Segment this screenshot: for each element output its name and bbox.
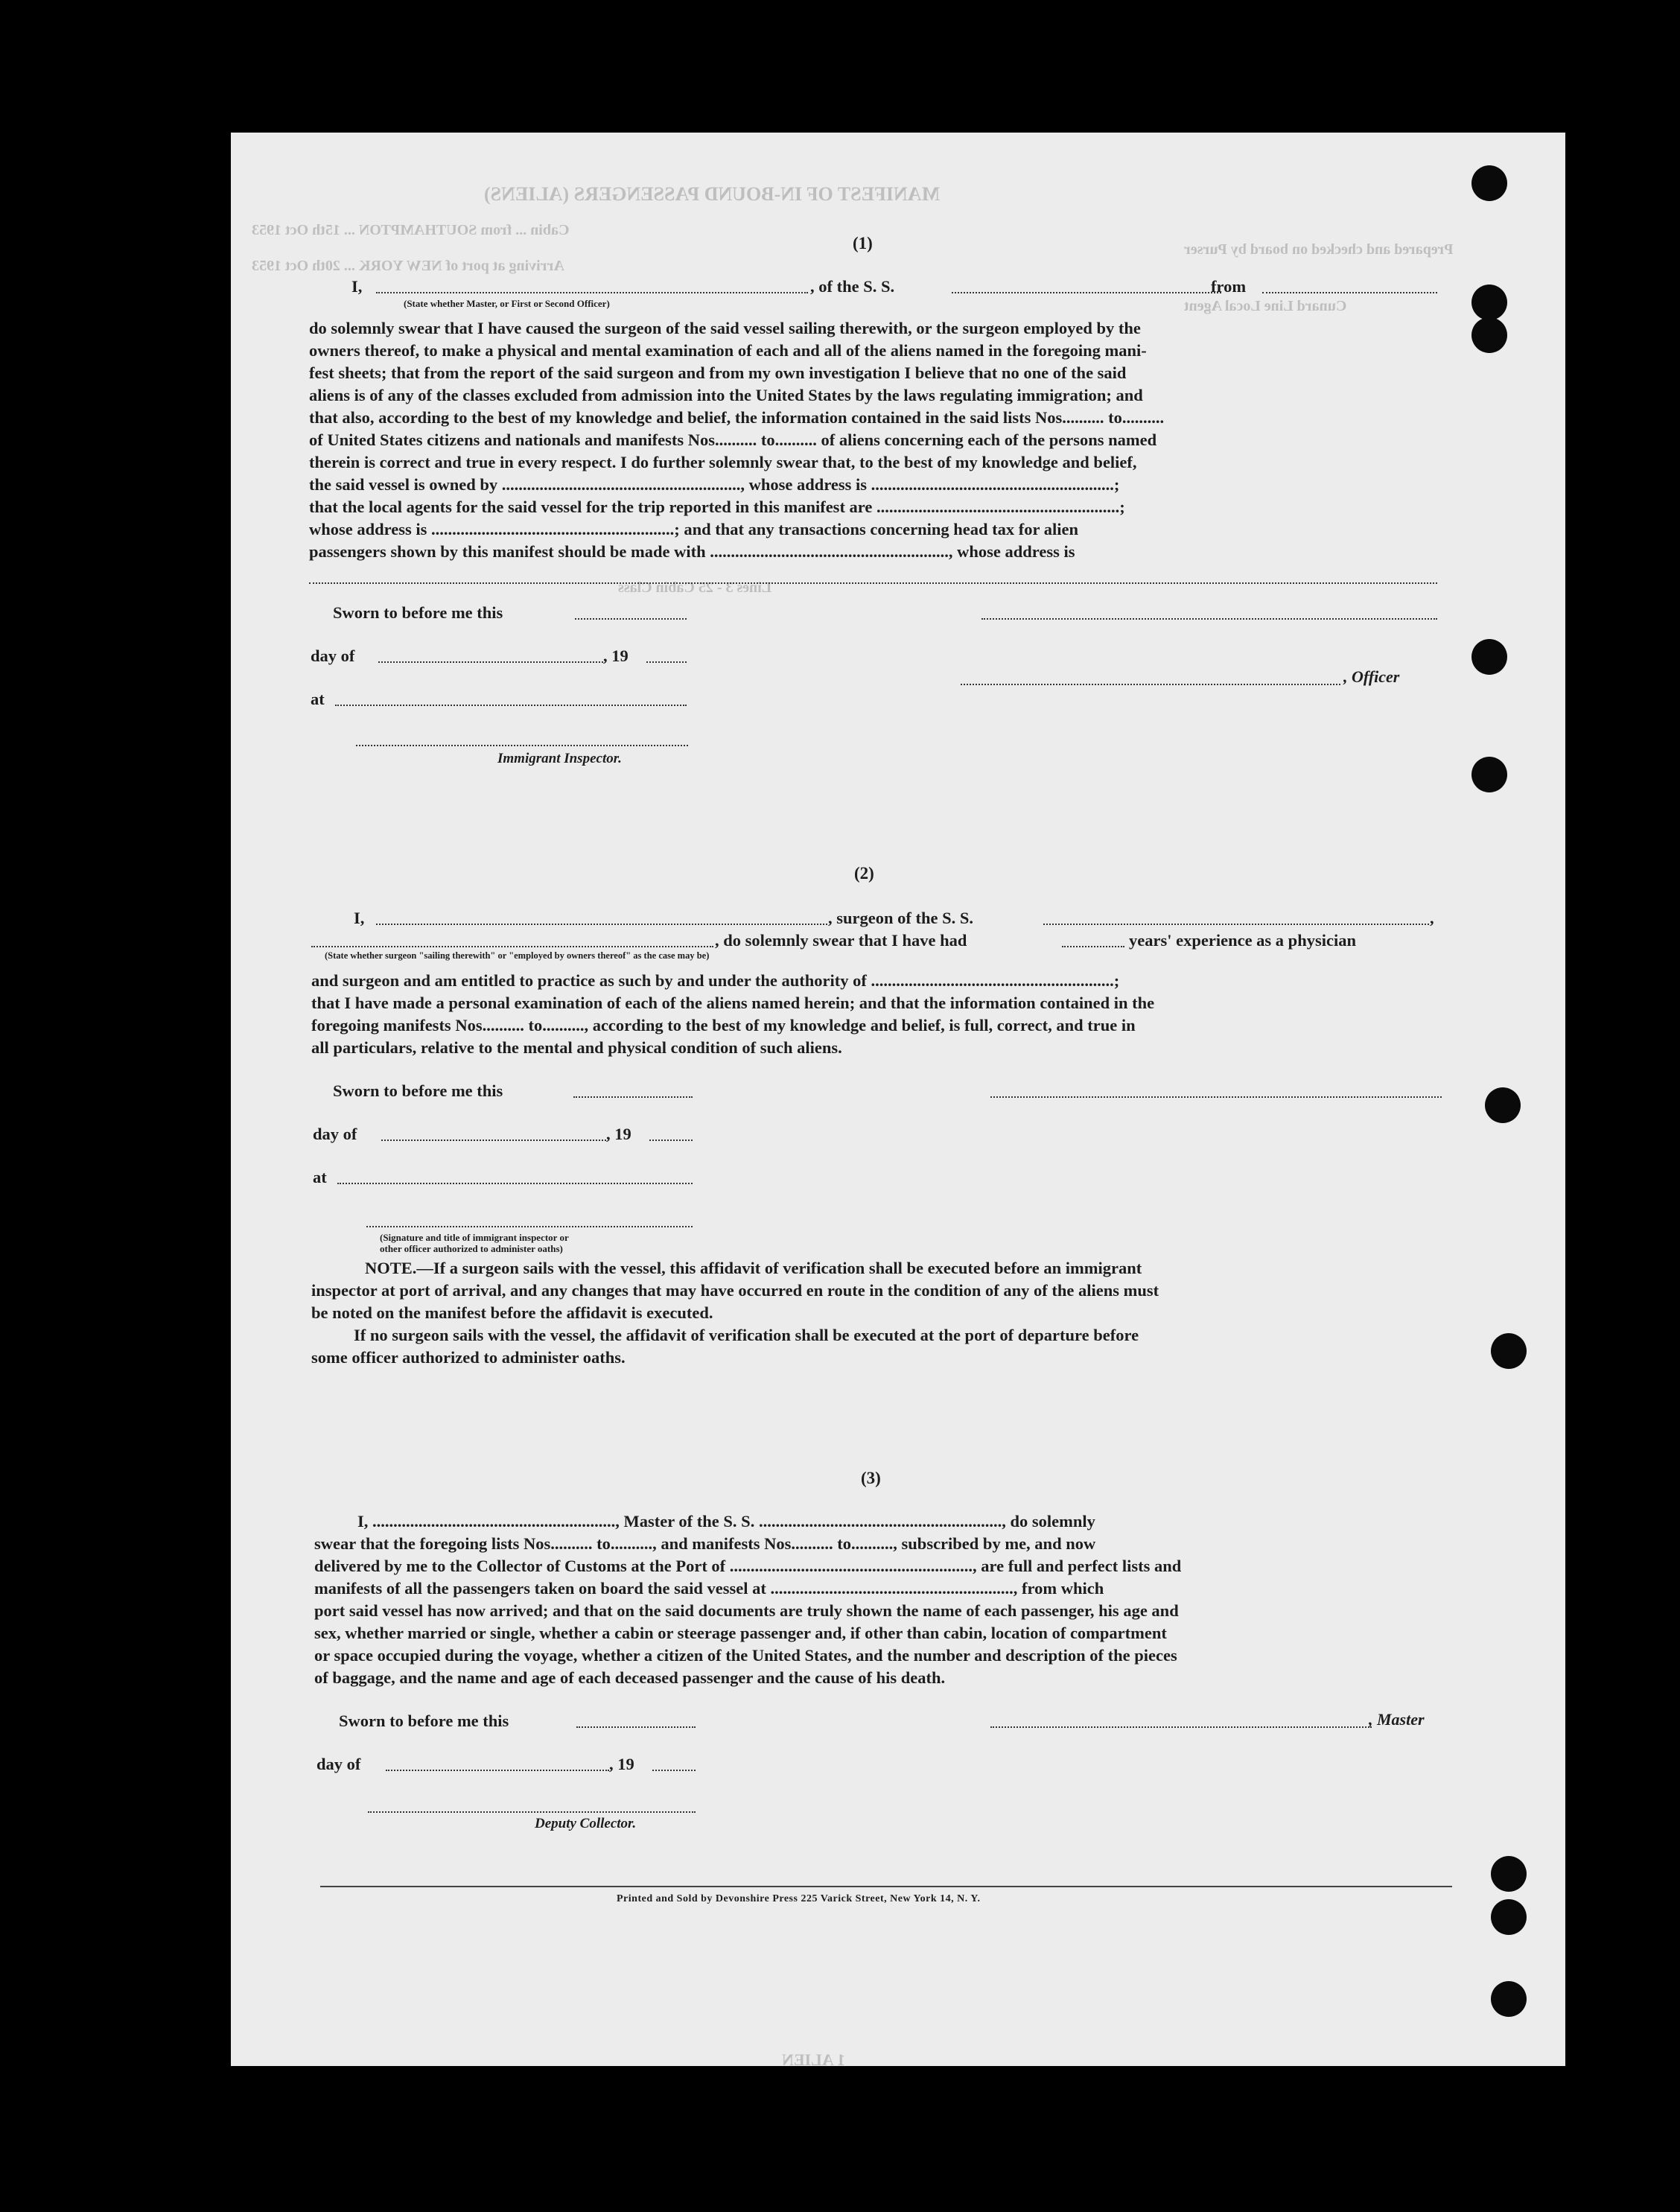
s2-day-blank[interactable] bbox=[381, 1140, 606, 1141]
s1-line: therein is correct and true in every respect. I do further solemnly swear that, to the best of my knowledge and belief, bbox=[309, 453, 1137, 471]
s1-address-continued-blank[interactable] bbox=[309, 582, 1437, 584]
binder-hole bbox=[1491, 1856, 1527, 1892]
s3-year-label: , 19 bbox=[609, 1755, 634, 1773]
binder-hole bbox=[1485, 1087, 1521, 1123]
s2-signature-caption: other officer authorized to administer oaths) bbox=[380, 1243, 563, 1254]
s1-sworn-label: Sworn to before me this bbox=[333, 603, 503, 622]
s2-note-line: be noted on the manifest before the affidavit is executed. bbox=[311, 1303, 713, 1322]
s2-surgeon-signature-line[interactable] bbox=[990, 1096, 1442, 1098]
s2-vessel-blank[interactable] bbox=[1043, 924, 1429, 925]
section-1-number: (1) bbox=[853, 234, 873, 252]
s1-officer-subcaption: (State whether Master, or First or Second Officer) bbox=[404, 298, 610, 309]
s2-years-experience: years' experience as a physician bbox=[1129, 931, 1356, 950]
s1-officer-signature-line[interactable] bbox=[981, 618, 1437, 620]
s2-year-blank[interactable] bbox=[649, 1140, 693, 1141]
s1-line: that also, according to the best of my knowledge and belief, the information contained in the said lists Nos.......... to.......... bbox=[309, 408, 1165, 427]
bleed-through-line: Cabin ... from SOUTHAMPTON ... 15th Oct 1953 bbox=[252, 222, 570, 238]
s1-line: that the local agents for the said vessel for the trip reported in this manifest are ..........................................................; bbox=[309, 498, 1125, 516]
section-3-number: (3) bbox=[861, 1469, 881, 1487]
s1-year-blank[interactable] bbox=[646, 661, 687, 663]
bleed-through-line: 1 ALIEN bbox=[782, 2050, 845, 2069]
s3-day-label: day of bbox=[316, 1755, 361, 1773]
binder-hole bbox=[1471, 757, 1507, 792]
binder-hole bbox=[1491, 1899, 1527, 1935]
s1-line: do solemnly swear that I have caused the surgeon of the said vessel sailing therewith, or the surgeon employed by the bbox=[309, 319, 1141, 337]
bleed-through-line: Prepared and checked on board by Purser bbox=[1184, 241, 1454, 258]
s3-master-caption: , Master bbox=[1369, 1710, 1425, 1729]
s2-note-line: some officer authorized to administer oaths. bbox=[311, 1348, 626, 1367]
s1-from-blank[interactable] bbox=[1262, 292, 1437, 293]
s2-opening-i: I, bbox=[354, 909, 365, 927]
s1-at-blank[interactable] bbox=[335, 705, 687, 706]
s3-line: manifests of all the passengers taken on board the said vessel at .........................................................., from which bbox=[314, 1579, 1104, 1598]
s1-opening-i: I, bbox=[351, 277, 363, 296]
s1-line: of United States citizens and nationals and manifests Nos.......... to.......... of aliens concerning each of the persons named bbox=[309, 430, 1157, 449]
binder-hole bbox=[1471, 285, 1507, 320]
s3-sworn-blank[interactable] bbox=[576, 1726, 696, 1728]
s1-year-label: , 19 bbox=[603, 646, 629, 665]
s3-line: delivered by me to the Collector of Customs at the Port of .........................................................., are full and perfect lists and bbox=[314, 1557, 1182, 1575]
s1-officer-caption: , Officer bbox=[1343, 667, 1400, 686]
s3-line: sex, whether married or single, whether a cabin or steerage passenger and, if other than cabin, location of compartment bbox=[314, 1624, 1167, 1642]
s1-at-label: at bbox=[311, 690, 325, 708]
s1-day-label: day of bbox=[311, 646, 355, 665]
printer-imprint: Printed and Sold by Devonshire Press 225 Varick Street, New York 14, N. Y. bbox=[617, 1893, 981, 1904]
binder-hole bbox=[1491, 1981, 1527, 2017]
s2-at-blank[interactable] bbox=[337, 1183, 693, 1184]
s2-note-line: NOTE.—If a surgeon sails with the vessel, this affidavit of verification shall be executed before an immigrant bbox=[365, 1259, 1142, 1277]
s3-line: port said vessel has now arrived; and that on the said documents are truly shown the name of each passenger, his age and bbox=[314, 1601, 1179, 1620]
s2-line: all particulars, relative to the mental and physical condition of such aliens. bbox=[311, 1038, 842, 1057]
s2-line: that I have made a personal examination of each of the aliens named herein; and that the information contained in the bbox=[311, 994, 1155, 1012]
s1-inspector-signature-line[interactable] bbox=[356, 745, 688, 746]
s2-sailing-subcaption: (State whether surgeon "sailing therewith" or "employed by owners thereof" as the case may be) bbox=[325, 950, 710, 961]
s2-at-label: at bbox=[313, 1168, 327, 1186]
s1-officer-name-blank[interactable] bbox=[376, 292, 808, 293]
s1-day-blank[interactable] bbox=[378, 661, 603, 663]
s2-years-blank[interactable] bbox=[1062, 946, 1124, 947]
s3-sworn-label: Sworn to before me this bbox=[339, 1712, 509, 1730]
s2-line: foregoing manifests Nos.......... to.........., according to the best of my knowledge and belief, is full, correct, and true in bbox=[311, 1016, 1136, 1035]
s1-line: passengers shown by this manifest should be made with ........................................................., whose address is bbox=[309, 542, 1075, 561]
s2-surgeon-name-blank[interactable] bbox=[376, 924, 827, 925]
s1-officer-blank[interactable] bbox=[961, 684, 1340, 685]
s2-sailing-status-blank[interactable] bbox=[311, 946, 713, 947]
s3-line: swear that the foregoing lists Nos.......... to.........., and manifests Nos.......... to.........., subscribed by me, and now bbox=[314, 1534, 1096, 1553]
s2-signature-caption: (Signature and title of immigrant inspector or bbox=[380, 1232, 569, 1243]
section-2-number: (2) bbox=[854, 864, 874, 883]
footer-rule bbox=[320, 1886, 1452, 1887]
s1-sworn-blank[interactable] bbox=[575, 618, 687, 620]
bleed-through-title: MANIFEST OF IN-BOUND PASSENGERS (ALIENS) bbox=[484, 183, 941, 205]
s3-deputy-signature-line[interactable] bbox=[368, 1811, 696, 1813]
bleed-through-line: Arriving at port of NEW YORK ... 20th Oct 1953 bbox=[252, 258, 564, 274]
s2-sworn-blank[interactable] bbox=[573, 1096, 693, 1098]
s2-note-line: inspector at port of arrival, and any changes that may have occurred en route in the condition of any of the aliens must bbox=[311, 1281, 1159, 1300]
s2-solemnly-swear: , do solemnly swear that I have had bbox=[715, 931, 967, 950]
s2-sworn-label: Sworn to before me this bbox=[333, 1081, 503, 1100]
s2-year-label: , 19 bbox=[606, 1125, 631, 1143]
s2-inspector-signature-line[interactable] bbox=[366, 1226, 693, 1227]
s1-line: owners thereof, to make a physical and mental examination of each and all of the aliens named in the foregoing mani- bbox=[309, 341, 1147, 360]
binder-hole bbox=[1491, 1333, 1527, 1369]
s1-line: fest sheets; that from the report of the said surgeon and from my own investigation I believe that no one of the said bbox=[309, 363, 1127, 382]
s2-line: and surgeon and am entitled to practice as such by and under the authority of ..........................................................; bbox=[311, 971, 1120, 990]
s3-deputy-caption: Deputy Collector. bbox=[535, 1816, 637, 1831]
s3-line: or space occupied during the voyage, whether a citizen of the United States, and the number and description of the pieces bbox=[314, 1646, 1177, 1665]
s3-line: of baggage, and the name and age of each deceased passenger and the cause of his death. bbox=[314, 1668, 946, 1687]
s1-line: the said vessel is owned by ........................................................., whose address is ..........................................................; bbox=[309, 475, 1120, 494]
s3-line: I, .........................................................., Master of the S. S. .........................................................., do solemnly bbox=[357, 1512, 1095, 1531]
s3-master-signature-line[interactable] bbox=[990, 1726, 1372, 1728]
s1-line: whose address is ..........................................................; and that any transactions concerning head tax for alien bbox=[309, 520, 1078, 538]
s2-day-label: day of bbox=[313, 1125, 357, 1143]
s3-year-blank[interactable] bbox=[652, 1770, 696, 1771]
binder-hole bbox=[1471, 639, 1507, 675]
s1-from: from bbox=[1211, 277, 1247, 296]
binder-hole bbox=[1471, 317, 1507, 353]
s1-line: aliens is of any of the classes excluded from admission into the United States by the laws regulating immigration; and bbox=[309, 386, 1143, 404]
bleed-through-line: Lines 3 - 25 Cabin Class bbox=[618, 579, 772, 596]
s1-inspector-caption: Immigrant Inspector. bbox=[497, 751, 622, 766]
manifest-back-page bbox=[231, 133, 1565, 2069]
s1-vessel-blank[interactable] bbox=[952, 292, 1221, 293]
bleed-through-line: Cunard Line Local Agent bbox=[1184, 298, 1347, 314]
s3-day-blank[interactable] bbox=[386, 1770, 609, 1771]
s2-surgeon-of-ss: , surgeon of the S. S. bbox=[828, 909, 974, 927]
s1-of-the-ss: , of the S. S. bbox=[810, 277, 895, 296]
s2-comma: , bbox=[1430, 909, 1434, 927]
binder-hole bbox=[1471, 165, 1507, 201]
s2-note-line: If no surgeon sails with the vessel, the affidavit of verification shall be executed at the port of departure before bbox=[354, 1326, 1139, 1344]
